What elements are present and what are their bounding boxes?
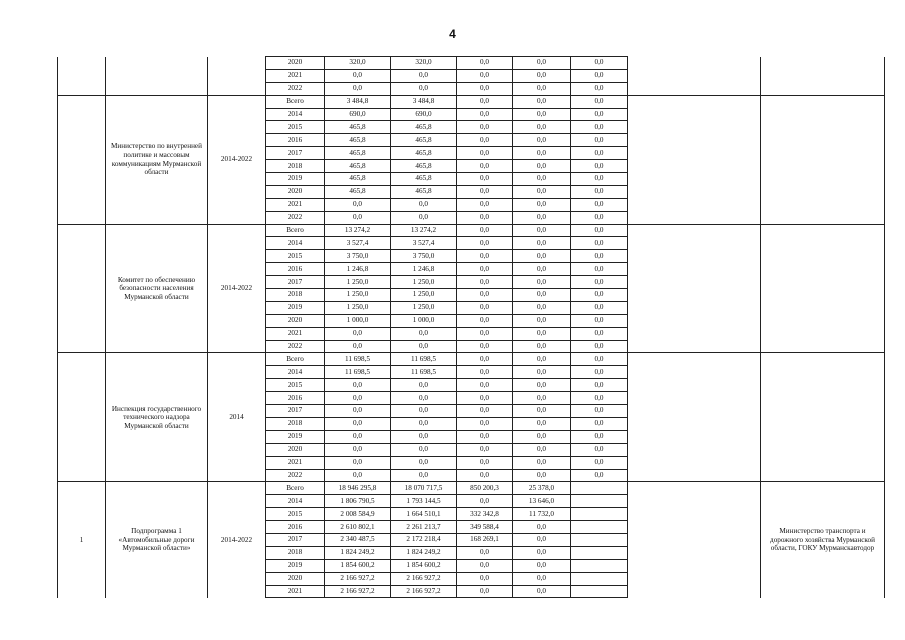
value-cell: 0,0 [513,198,571,211]
value-cell: 2 172 218,4 [391,533,457,546]
value-cell: 0,0 [571,211,628,224]
value-cell: 0,0 [513,301,571,314]
section-period: 2014-2022 [208,95,266,224]
value-cell: 2 166 927,2 [391,572,457,585]
value-cell: 0,0 [513,160,571,173]
value-cell: 690,0 [325,108,391,121]
year-cell: 2020 [266,572,325,585]
value-cell: 11 698,5 [391,366,457,379]
value-cell: 18 946 295,8 [325,482,391,495]
value-cell: 465,8 [391,121,457,134]
value-cell: 0,0 [457,327,513,340]
year-cell: 2019 [266,559,325,572]
responsible-cell [761,57,885,96]
year-cell: 2015 [266,250,325,263]
value-cell: 0,0 [571,250,628,263]
value-cell: 0,0 [457,250,513,263]
value-cell: 168 269,1 [457,533,513,546]
value-cell [571,572,628,585]
value-cell [571,559,628,572]
value-cell: 0,0 [571,263,628,276]
value-cell: 3 750,0 [391,250,457,263]
value-cell: 3 750,0 [325,250,391,263]
value-cell: 0,0 [513,276,571,289]
value-cell: 11 732,0 [513,508,571,521]
value-cell: 2 261 213,7 [391,521,457,534]
value-cell: 1 250,0 [325,301,391,314]
value-cell: 1 793 144,5 [391,495,457,508]
value-cell: 25 378,0 [513,482,571,495]
value-cell: 0,0 [457,224,513,237]
value-cell: 2 166 927,2 [325,585,391,598]
value-cell: 1 250,0 [391,301,457,314]
value-cell: 0,0 [457,198,513,211]
value-cell: 0,0 [513,121,571,134]
value-cell: 0,0 [571,95,628,108]
value-cell: 0,0 [513,379,571,392]
value-cell [571,521,628,534]
value-cell: 0,0 [325,456,391,469]
value-cell: 0,0 [391,456,457,469]
value-cell: 0,0 [571,430,628,443]
year-cell: 2022 [266,469,325,482]
value-cell: 0,0 [513,108,571,121]
value-cell [571,508,628,521]
value-cell: 0,0 [457,185,513,198]
value-cell: 0,0 [513,533,571,546]
number-cell [58,57,106,96]
value-cell: 0,0 [457,495,513,508]
value-cell: 0,0 [457,57,513,70]
value-cell: 0,0 [325,469,391,482]
value-cell: 3 484,8 [325,95,391,108]
value-cell: 13 646,0 [513,495,571,508]
value-cell: 0,0 [457,276,513,289]
value-cell: 465,8 [325,134,391,147]
year-cell: 2018 [266,546,325,559]
value-cell: 0,0 [571,379,628,392]
value-cell: 0,0 [571,185,628,198]
value-cell: 0,0 [457,546,513,559]
value-cell: 0,0 [457,430,513,443]
value-cell: 0,0 [571,289,628,302]
value-cell: 465,8 [325,185,391,198]
section-period: 2014-2022 [208,224,266,353]
value-cell: 465,8 [391,134,457,147]
value-cell: 2 610 802,1 [325,521,391,534]
value-cell: 2 340 487,5 [325,533,391,546]
year-cell: 2017 [266,147,325,160]
value-cell: 0,0 [513,314,571,327]
budget-table [57,56,885,598]
year-cell: 2014 [266,366,325,379]
value-cell: 2 166 927,2 [325,572,391,585]
value-cell: 0,0 [457,69,513,82]
value-cell: 13 274,2 [391,224,457,237]
value-cell: 0,0 [457,559,513,572]
value-cell: 1 250,0 [391,289,457,302]
value-cell: 0,0 [571,366,628,379]
value-cell: 0,0 [513,147,571,160]
page-number: 4 [449,27,456,41]
value-cell: 0,0 [457,366,513,379]
section-number [58,95,106,224]
value-cell: 0,0 [391,379,457,392]
table-row [58,224,885,237]
value-cell: 0,0 [513,327,571,340]
value-cell: 0,0 [457,456,513,469]
value-cell: 465,8 [325,160,391,173]
year-cell: 2015 [266,508,325,521]
year-cell: 2017 [266,533,325,546]
value-cell: 1 246,8 [391,263,457,276]
section-number [58,353,106,482]
value-cell: 0,0 [513,392,571,405]
year-cell: 2020 [266,443,325,456]
value-cell: 0,0 [457,469,513,482]
indicator-cell [628,57,761,96]
value-cell: 0,0 [513,559,571,572]
value-cell: 0,0 [571,340,628,353]
value-cell: 0,0 [571,147,628,160]
value-cell: 0,0 [457,340,513,353]
value-cell: 690,0 [391,108,457,121]
value-cell: 0,0 [457,82,513,95]
year-cell: Всего [266,482,325,495]
year-cell: 2021 [266,585,325,598]
table-row [58,57,885,70]
value-cell: 0,0 [571,173,628,186]
value-cell: 1 806 790,5 [325,495,391,508]
value-cell: 0,0 [391,430,457,443]
value-cell: 0,0 [571,82,628,95]
value-cell: 0,0 [391,417,457,430]
value-cell: 0,0 [513,521,571,534]
year-cell: Всего [266,224,325,237]
value-cell: 0,0 [513,469,571,482]
value-cell: 0,0 [457,405,513,418]
indicator-cell [628,482,761,598]
value-cell: 0,0 [457,95,513,108]
value-cell: 0,0 [513,340,571,353]
value-cell: 0,0 [571,405,628,418]
value-cell: 0,0 [457,379,513,392]
value-cell [571,482,628,495]
year-cell: 2021 [266,198,325,211]
value-cell: 1 250,0 [325,276,391,289]
section-responsible [761,95,885,224]
year-cell: 2016 [266,392,325,405]
year-cell: Всего [266,353,325,366]
year-cell: Всего [266,95,325,108]
value-cell: 0,0 [457,211,513,224]
value-cell: 0,0 [325,443,391,456]
value-cell: 0,0 [391,405,457,418]
value-cell: 0,0 [513,211,571,224]
year-cell: 2018 [266,160,325,173]
value-cell: 0,0 [571,276,628,289]
value-cell: 465,8 [391,160,457,173]
value-cell: 0,0 [457,301,513,314]
value-cell: 0,0 [325,379,391,392]
value-cell: 0,0 [325,392,391,405]
value-cell: 0,0 [513,456,571,469]
table-row [58,353,885,366]
value-cell: 465,8 [325,147,391,160]
value-cell: 0,0 [571,224,628,237]
value-cell: 0,0 [391,327,457,340]
value-cell: 0,0 [513,82,571,95]
section-name: Комитет по обеспечению безопасности населения Мурманской области [106,224,208,353]
value-cell: 465,8 [391,173,457,186]
value-cell: 320,0 [391,57,457,70]
value-cell: 0,0 [457,121,513,134]
value-cell: 0,0 [513,366,571,379]
value-cell: 0,0 [457,314,513,327]
value-cell: 0,0 [391,69,457,82]
value-cell: 465,8 [325,173,391,186]
value-cell: 0,0 [513,237,571,250]
year-cell: 2014 [266,495,325,508]
value-cell [571,495,628,508]
value-cell: 0,0 [457,160,513,173]
year-cell: 2021 [266,456,325,469]
year-cell: 2014 [266,108,325,121]
value-cell: 0,0 [571,417,628,430]
value-cell: 0,0 [571,327,628,340]
value-cell: 0,0 [325,417,391,430]
value-cell: 0,0 [457,173,513,186]
section-name: Инспекция государственного технического надзора Мурманской области [106,353,208,482]
year-cell: 2018 [266,417,325,430]
value-cell: 0,0 [513,57,571,70]
value-cell: 0,0 [513,263,571,276]
year-cell: 2018 [266,289,325,302]
value-cell: 3 527,4 [391,237,457,250]
section-responsible: Министерство транспорта и дорожного хозяйства Мурманской области, ГОКУ Мурманскавтодор [761,482,885,598]
year-cell: 2019 [266,173,325,186]
value-cell: 1 000,0 [325,314,391,327]
value-cell [571,533,628,546]
year-cell: 2016 [266,521,325,534]
value-cell: 0,0 [571,301,628,314]
value-cell: 0,0 [571,57,628,70]
value-cell: 0,0 [571,469,628,482]
value-cell: 0,0 [325,211,391,224]
section-number [58,224,106,353]
value-cell: 0,0 [325,405,391,418]
year-cell: 2022 [266,211,325,224]
value-cell: 0,0 [457,417,513,430]
value-cell: 0,0 [513,430,571,443]
value-cell: 0,0 [513,185,571,198]
value-cell: 0,0 [391,443,457,456]
name-cell [106,57,208,96]
year-cell: 2015 [266,121,325,134]
value-cell: 0,0 [513,405,571,418]
value-cell: 0,0 [391,211,457,224]
value-cell: 11 698,5 [391,353,457,366]
year-cell: 2016 [266,263,325,276]
value-cell: 0,0 [457,585,513,598]
value-cell [571,546,628,559]
value-cell: 850 200,3 [457,482,513,495]
value-cell: 0,0 [571,353,628,366]
value-cell: 1 664 510,1 [391,508,457,521]
value-cell [571,585,628,598]
table-row [58,95,885,108]
value-cell: 0,0 [571,160,628,173]
value-cell: 11 698,5 [325,366,391,379]
value-cell: 1 246,8 [325,263,391,276]
year-cell: 2021 [266,327,325,340]
value-cell: 0,0 [457,237,513,250]
table-row [58,482,885,495]
year-cell: 2019 [266,301,325,314]
value-cell: 18 070 717,5 [391,482,457,495]
value-cell: 0,0 [325,430,391,443]
value-cell: 0,0 [457,572,513,585]
section-number: 1 [58,482,106,598]
indicator-cell [628,224,761,353]
section-name: Подпрограмма 1 «Автомобильные дороги Мурманской области» [106,482,208,598]
value-cell: 0,0 [391,392,457,405]
value-cell: 0,0 [513,69,571,82]
value-cell: 0,0 [513,289,571,302]
value-cell: 0,0 [571,443,628,456]
year-cell: 2022 [266,82,325,95]
value-cell: 0,0 [571,69,628,82]
year-cell: 2020 [266,185,325,198]
value-cell: 1 854 600,2 [391,559,457,572]
value-cell: 2 008 584,9 [325,508,391,521]
value-cell: 0,0 [513,173,571,186]
value-cell: 0,0 [571,121,628,134]
value-cell: 0,0 [457,134,513,147]
value-cell: 0,0 [457,108,513,121]
year-cell: 2020 [266,57,325,70]
value-cell: 3 527,4 [325,237,391,250]
value-cell: 465,8 [391,185,457,198]
value-cell: 0,0 [391,469,457,482]
value-cell: 0,0 [325,82,391,95]
value-cell: 1 250,0 [325,289,391,302]
value-cell: 0,0 [325,69,391,82]
value-cell: 0,0 [391,82,457,95]
section-period: 2014-2022 [208,482,266,598]
value-cell: 349 588,4 [457,521,513,534]
period-cell [208,57,266,96]
value-cell: 465,8 [391,147,457,160]
value-cell: 0,0 [325,340,391,353]
value-cell: 1 824 249,2 [325,546,391,559]
value-cell: 0,0 [457,353,513,366]
value-cell: 1 854 600,2 [325,559,391,572]
year-cell: 2019 [266,430,325,443]
value-cell: 0,0 [457,289,513,302]
value-cell: 0,0 [391,340,457,353]
value-cell: 1 250,0 [391,276,457,289]
section-responsible [761,353,885,482]
year-cell: 2014 [266,237,325,250]
value-cell: 465,8 [325,121,391,134]
value-cell: 0,0 [513,443,571,456]
value-cell: 0,0 [571,198,628,211]
indicator-cell [628,95,761,224]
section-period: 2014 [208,353,266,482]
value-cell: 3 484,8 [391,95,457,108]
value-cell: 1 824 249,2 [391,546,457,559]
section-responsible [761,224,885,353]
value-cell: 332 342,8 [457,508,513,521]
value-cell: 1 000,0 [391,314,457,327]
value-cell: 0,0 [513,585,571,598]
value-cell: 0,0 [513,546,571,559]
value-cell: 0,0 [391,198,457,211]
value-cell: 0,0 [571,237,628,250]
value-cell: 320,0 [325,57,391,70]
value-cell: 11 698,5 [325,353,391,366]
value-cell: 0,0 [457,392,513,405]
indicator-cell [628,353,761,482]
section-name: Министерство по внутренней политике и массовым коммуникациям Мурманской области [106,95,208,224]
value-cell: 0,0 [513,134,571,147]
value-cell: 0,0 [513,353,571,366]
value-cell: 0,0 [571,108,628,121]
value-cell: 13 274,2 [325,224,391,237]
year-cell: 2022 [266,340,325,353]
year-cell: 2020 [266,314,325,327]
year-cell: 2021 [266,69,325,82]
value-cell: 0,0 [571,134,628,147]
value-cell: 0,0 [513,572,571,585]
value-cell: 0,0 [513,224,571,237]
value-cell: 0,0 [325,327,391,340]
value-cell: 0,0 [513,95,571,108]
year-cell: 2015 [266,379,325,392]
value-cell: 0,0 [513,250,571,263]
value-cell: 0,0 [457,263,513,276]
value-cell: 0,0 [513,417,571,430]
value-cell: 0,0 [457,147,513,160]
year-cell: 2017 [266,405,325,418]
value-cell: 0,0 [457,443,513,456]
year-cell: 2016 [266,134,325,147]
value-cell: 0,0 [325,198,391,211]
value-cell: 0,0 [571,314,628,327]
value-cell: 2 166 927,2 [391,585,457,598]
value-cell: 0,0 [571,392,628,405]
value-cell: 0,0 [571,456,628,469]
year-cell: 2017 [266,276,325,289]
